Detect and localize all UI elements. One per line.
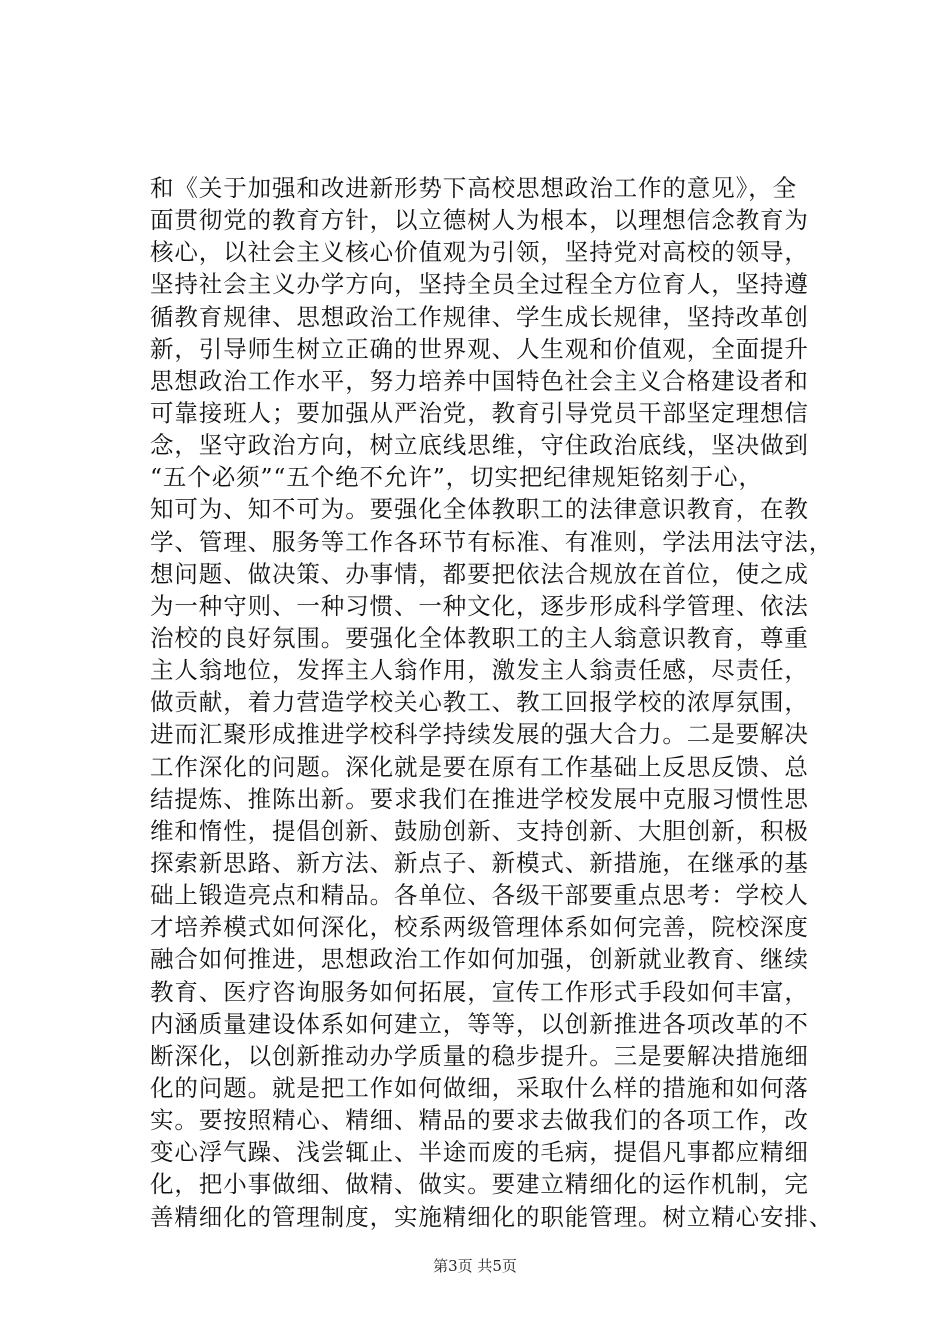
text-line: 进而汇聚形成推进学校科学持续发展的强大合力。二是要解决: [150, 720, 809, 749]
text-line: 新，引导师生树立正确的世界观、人生观和价值观，全面提升: [150, 334, 809, 363]
text-line: 治校的良好氛围。要强化全体教职工的主人翁意识教育，尊重: [150, 623, 809, 652]
text-line: 才培养模式如何深化，校系两级管理体系如何完善，院校深度: [150, 913, 809, 942]
text-line: 坚持社会主义办学方向，坚持全员全过程全方位育人，坚持遵: [150, 270, 809, 299]
text-line: 维和惰性，提倡创新、鼓励创新、支持创新、大胆创新，积极: [150, 816, 809, 845]
text-line: 断深化，以创新推动办学质量的稳步提升。三是要解决措施细: [150, 1041, 809, 1070]
text-line: 善精细化的管理制度，实施精细化的职能管理。树立精心安排、: [150, 1202, 834, 1231]
text-line: 面贯彻党的教育方针，以立德树人为根本，以理想信念教育为: [150, 206, 809, 235]
text-line: 础上锻造亮点和精品。各单位、各级干部要重点思考：学校人: [150, 881, 809, 910]
text-line: 主人翁地位，发挥主人翁作用，激发主人翁责任感，尽责任，: [150, 656, 809, 685]
text-line: 核心，以社会主义核心价值观为引领，坚持党对高校的领导，: [150, 238, 809, 267]
text-line: 想问题、做决策、办事情，都要把依法合规放在首位，使之成: [150, 559, 809, 588]
body-text: [150, 172, 870, 1233]
text-line: 结提炼、推陈出新。要求我们在推进学校发展中克服习惯性思: [150, 784, 809, 813]
text-line: 循教育规律、思想政治工作规律、学生成长规律，坚持改革创: [150, 302, 809, 331]
text-line: 化，把小事做细、做精、做实。要建立精细化的运作机制，完: [150, 1170, 809, 1199]
text-line: 工作深化的问题。深化就是要在原有工作基础上反思反馈、总: [150, 752, 809, 781]
text-line: 学、管理、服务等工作各环节有标准、有准则，学法用法守法，: [150, 527, 834, 556]
text-line: 思想政治工作水平，努力培养中国特色社会主义合格建设者和: [150, 366, 809, 395]
text-line: 内涵质量建设体系如何建立，等等，以创新推进各项改革的不: [150, 1009, 809, 1038]
text-line: 和《关于加强和改进新形势下高校思想政治工作的意见》，全: [150, 174, 798, 202]
text-line: 做贡献，着力营造学校关心教工、教工回报学校的浓厚氛围，: [150, 688, 809, 717]
text-line: 知可为、知不可为。要强化全体教职工的法律意识教育，在教: [150, 495, 809, 524]
text-line: 变心浮气躁、浅尝辄止、半途而废的毛病，提倡凡事都应精细: [150, 1138, 809, 1167]
text-line: 实。要按照精心、精细、精品的要求去做我们的各项工作，改: [150, 1106, 809, 1135]
text-line: 念，坚守政治方向，树立底线思维，守住政治底线，坚决做到: [150, 431, 809, 460]
text-line: 为一种守则、一种习惯、一种文化，逐步形成科学管理、依法: [150, 591, 809, 620]
text-line: 探索新思路、新方法、新点子、新模式、新措施，在继承的基: [150, 848, 809, 877]
text-line: “五个必须”“五个绝不允许”，切实把纪律规矩铭刻于心，: [150, 463, 763, 492]
text-line: 教育、医疗咨询服务如何拓展，宣传工作形式手段如何丰富，: [150, 977, 809, 1006]
text-line: 可靠接班人；要加强从严治党，教育引导党员干部坚定理想信: [150, 398, 809, 427]
text-line: 融合如何推进，思想政治工作如何加强，创新就业教育、继续: [150, 945, 809, 974]
text-line: 化的问题。就是把工作如何做细，采取什么样的措施和如何落: [150, 1073, 809, 1102]
page-footer: 第3页 共5页: [433, 1257, 517, 1275]
